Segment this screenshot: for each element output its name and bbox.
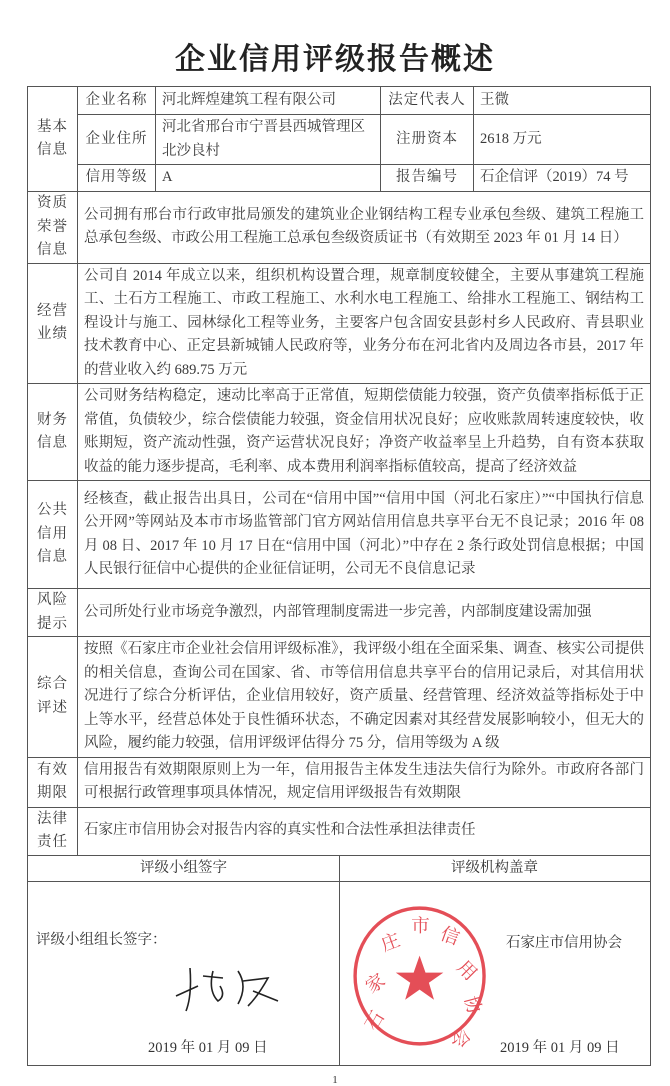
report-table [27,86,651,856]
svg-text:石: 石 [361,1007,390,1034]
section-text: 信用报告有效期限原则上为一年，信用报告主体发生违法失信行为除外。市政府各部门可根据行政管理事项具体情况，规定信用评级报告有效期限 [78,757,651,807]
credit-level-label: 信用等级 [78,165,156,192]
star-icon [396,955,444,999]
row-legal [28,807,651,855]
credit-level: A [156,165,381,192]
svg-text:协: 协 [459,993,485,1017]
row-company-name [28,87,651,115]
svg-text:市: 市 [411,915,430,937]
legal-rep-label: 法定代表人 [381,87,474,115]
row-address [28,115,651,165]
section-text: 公司自 2014 年成立以来，组织机构设置合理，规章制度较健全，主要从事建筑工程施工、土石方工程施工、市政工程施工、水利水电工程施工、给排水工程施工、钢结构工程设计与施工、园林绿化工程等业务，主要客户包含固安县彭村乡人民政府、青县职业技术教育中心、正定县新城铺人民政府等，业务分布在河北省内及周边各市县，2017 年的营业收入约 689.75 万元 [78,263,651,384]
row-credit-level [28,165,651,192]
company-name-label: 企业名称 [78,87,156,115]
svg-text:用: 用 [452,956,481,985]
section-label: 综合评述 [28,637,78,758]
report-no-label: 报告编号 [381,165,474,192]
section-label: 法律责任 [28,807,78,855]
row-finance [28,384,651,481]
section-label: 财务信息 [28,384,78,481]
row-public-credit [28,481,651,589]
company-name: 河北辉煌建筑工程有限公司 [156,87,381,115]
handwritten-signature [168,956,288,1016]
org-name: 石家庄市信用协会 [506,934,622,951]
section-label: 公共信用信息 [28,481,78,589]
section-text: 公司所处行业市场竞争激烈，内部管理制度需进一步完善，内部制度建设需加强 [78,589,651,637]
right-date: 2019 年 01 月 09 日 [500,1039,620,1056]
svg-text:家: 家 [362,969,390,998]
report-no: 石企信评（2019）74 号 [474,165,651,192]
row-summary [28,637,651,758]
legal-rep: 王微 [474,87,651,115]
section-text: 石家庄市信用协会对报告内容的真实性和合法性承担法律责任 [78,807,651,855]
rating-team-signature-header: 评级小组签字 [28,856,339,882]
leader-signature-label: 评级小组组长签字： [36,931,167,948]
svg-text:庄: 庄 [378,929,404,956]
row-qualification [28,192,651,264]
svg-text:信: 信 [437,923,463,950]
section-label: 经营业绩 [28,263,78,384]
signature-section [27,856,651,1066]
svg-text:会: 会 [447,1026,472,1049]
section-label: 资质荣誉信息 [28,192,78,264]
row-validity [28,757,651,807]
section-text: 公司财务结构稳定，速动比率高于正常值，短期偿债能力较强，资产负债率指标低于正常值，负债较少，综合偿债能力较强，资金信用状况良好；应收账款周转速度较快，收账期短，资产流动性强，资产运营状况良好；净资产收益率呈上升趋势，自有资本获取收益的能力逐步提高，毛利率、成本费用利润率指标值较高，提高了经济效益 [78,384,651,481]
row-risk [28,589,651,637]
address-label: 企业住所 [78,115,156,165]
address: 河北省邢台市宁晋县西城管理区北沙良村 [156,115,381,165]
section-text: 按照《石家庄市企业社会信用评级标准》，我评级小组在全面采集、调查、核实公司提供的相关信息，查询公司在国家、省、市等信用信息共享平台的信用记录后，对其信用状况进行了综合分析评估，企业信用较好，资产质量、经营管理、经济效益等指标处于中上等水平，经营总体处于良性循环状态，不确定因素对其经营发展影响较小，但无大的风险，履约能力较强，信用评级评估得分 75 分，信用等级为 A 级 [78,637,651,758]
section-label: 有效期限 [28,757,78,807]
divider [339,856,340,1065]
report-body [27,86,651,1066]
capital-label: 注册资本 [381,115,474,165]
section-label: 风险提示 [28,589,78,637]
section-text: 经核查，截止报告出具日，公司在“信用中国”“信用中国（河北石家庄）”“中国执行信息公开网”等网站及本市市场监管部门官方网站信用信息共享平台无不良记录；2016 年 08 月 08 日、2017 年 10 月 17 日在“信用中国（河北）”中存在 2 条行政处罚信息根据；中国人民银行征信中心提供的企业征信证明，公司无不良信息记录 [78,481,651,589]
official-stamp [350,901,490,1051]
basic-info-label: 基本信息 [28,87,78,192]
row-performance [28,263,651,384]
page-title: 企业信用评级报告概述 [175,43,495,76]
capital: 2618 万元 [474,115,651,165]
rating-org-stamp-header: 评级机构盖章 [339,856,650,882]
section-text: 公司拥有邢台市行政审批局颁发的建筑业企业钢结构工程专业承包叁级、建筑工程施工总承包叁级、市政公用工程施工总承包叁级资质证书（有效期至 2023 年 01 月 14 日） [78,192,651,264]
left-date: 2019 年 01 月 09 日 [148,1039,268,1056]
page-number: 1 [332,1073,338,1086]
